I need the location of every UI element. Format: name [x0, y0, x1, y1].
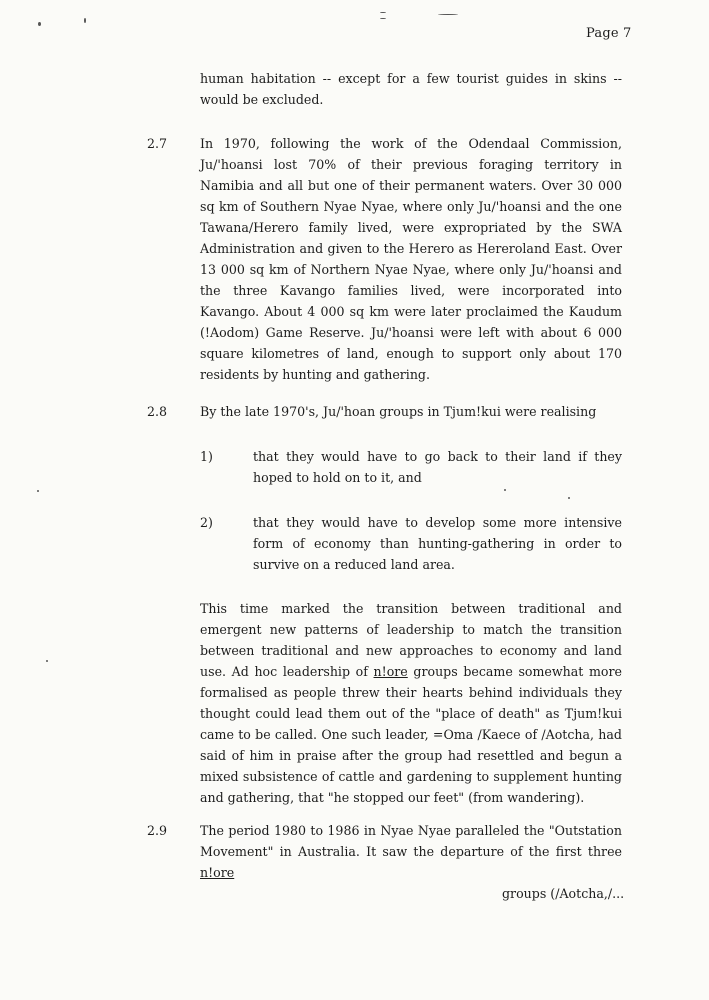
list-item-text-2: that they would have to develop some more intensive form of economy than hunting-gathering in order to survive on a reduced land area.	[253, 515, 622, 572]
list-item-number-2: 2)	[200, 515, 213, 530]
page-number: Page 7	[586, 26, 632, 41]
term-nlore-2: n!ore	[200, 865, 235, 880]
section-2-9-paragraph	[200, 820, 622, 883]
catchword-footer: groups (/Aotcha,/...	[502, 886, 625, 901]
section-2-8-intro: By the late 1970's, Ju/'hoan groups in Tjum!kui were realising	[200, 404, 597, 419]
scan-speck	[504, 489, 506, 491]
list-item-number-1: 1)	[200, 449, 213, 464]
section-2-7-paragraph: In 1970, following the work of the Odendaal Commission, Ju/'hoansi lost 70% of their previous foraging territory in Namibia and all but one of their permanent waters. Over 30 000 sq km of Southern Nyae Nyae, where only Ju/'hoansi and the one Tawana/Herero family lived, were expropriated by the SWA Administration and given to the Herero as Hereroland East. Over 13 000 sq km of Northern Nyae Nyae, where only Ju/'hoansi and the three Kavango families lived, were incorporated into Kavango. About 4 000 sq km were later proclaimed the Kaudum (!Aodom) Game Reserve. Ju/'hoansi were left with about 6 000 square kilometres of land, enough to support only about 170 residents by hunting and gathering.	[200, 136, 622, 382]
continuation-paragraph: human habitation -- except for a few tourist guides in skins -- would be excluded.	[200, 71, 622, 107]
leadership-text-start: This time marked the transition between traditional and emergent new patterns of leadership to match the transition between traditional and new approaches to economy and land use. Ad hoc leadership of	[200, 601, 622, 679]
scan-speck	[380, 18, 386, 19]
scan-speck	[84, 18, 86, 23]
section-number-2-8: 2.8	[147, 404, 168, 419]
scan-speck	[438, 14, 458, 15]
scan-speck	[568, 497, 570, 499]
section-number-2-7: 2.7	[147, 136, 168, 151]
section-2-9-text: The period 1980 to 1986 in Nyae Nyae paralleled the "Outstation Movement" in Australia. It saw the departure of the first three	[200, 823, 622, 859]
leadership-text-end: groups became somewhat more formalised as people threw their hearts behind individuals they thought could lead them out of the "place of death" as Tjum!kui came to be called. One such leader, =Oma /Kaece of /Aotcha, had said of him in praise after the group had resettled and begun a mixed subsistence of cattle and gardening to supplement hunting and gathering, that "he stopped our feet" (from wandering).	[200, 664, 622, 805]
list-item-text-1: that they would have to go back to their land if they hoped to hold on to it, and	[253, 449, 622, 485]
scan-speck	[380, 12, 386, 13]
scan-speck	[46, 660, 48, 662]
scan-speck	[38, 22, 41, 26]
leadership-paragraph	[200, 598, 622, 808]
scan-speck	[37, 490, 39, 492]
section-number-2-9: 2.9	[147, 823, 168, 838]
term-nlore: n!ore	[373, 664, 408, 679]
